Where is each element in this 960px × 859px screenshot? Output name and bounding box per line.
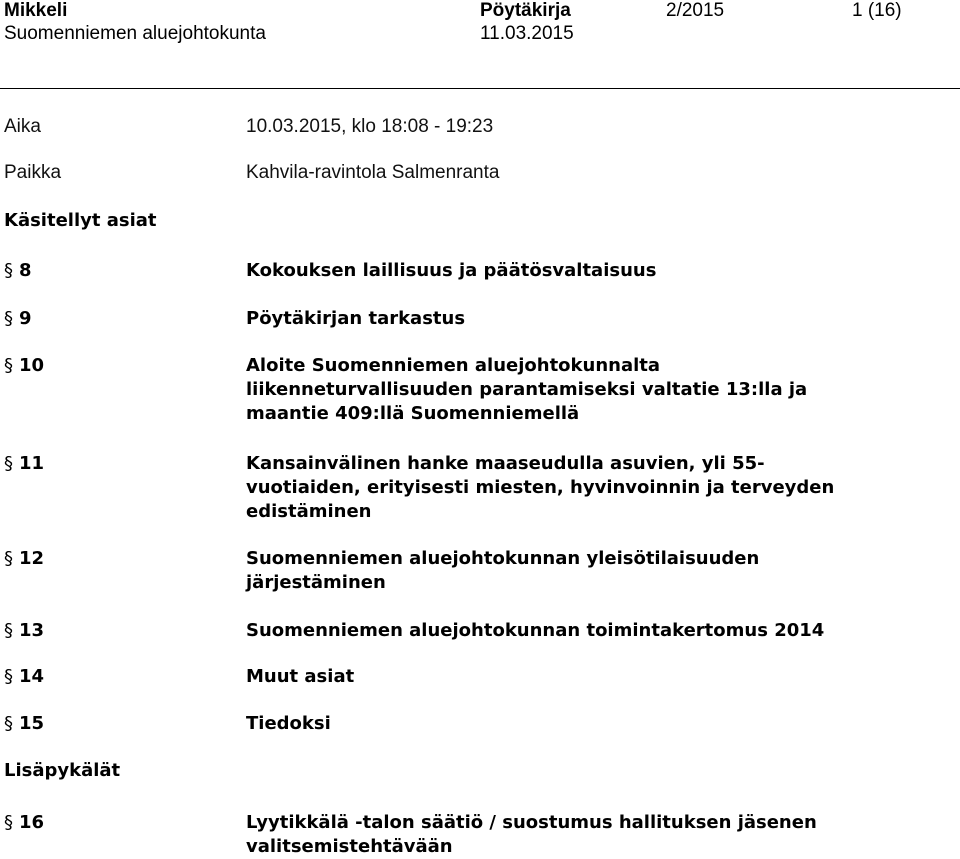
body-name: Suomenniemen aluejohtokunta [4, 23, 266, 44]
item-number: § 10 [4, 355, 45, 376]
item-title: Suomenniemen aluejohtokunnan toimintakertomus 2014 [246, 620, 825, 641]
item-number: § 9 [4, 308, 32, 329]
item-title: Kokouksen laillisuus ja päätösvaltaisuus [246, 260, 657, 281]
doc-type: Pöytäkirja [480, 0, 571, 21]
place-label: Paikka [4, 162, 62, 183]
handled-items-heading: Käsitellyt asiat [4, 210, 157, 231]
item-number: § 11 [4, 453, 45, 474]
item-number: § 14 [4, 666, 45, 687]
item-title: Kansainvälinen hanke maaseudulla asuvien, yli 55-vuotiaiden, erityisesti miesten, hyvinvoinnin ja terveyden edistäminen [246, 453, 835, 522]
time-value: 10.03.2015, klo 18:08 - 19:23 [246, 116, 494, 137]
doc-number: 2/2015 [666, 0, 725, 21]
header-divider [0, 88, 960, 89]
place-value: Kahvila-ravintola Salmenranta [246, 162, 500, 183]
item-number: § 15 [4, 713, 45, 734]
item-title: Tiedoksi [246, 713, 331, 734]
item-number: § 8 [4, 260, 32, 281]
item-title: Lyytikkälä -talon säätiö / suostumus hallituksen jäsenen valitsemistehtävään [246, 812, 817, 857]
item-number: § 16 [4, 812, 45, 833]
item-title: Muut asiat [246, 666, 355, 687]
item-title: Suomenniemen aluejohtokunnan yleisötilaisuuden järjestäminen [246, 548, 760, 593]
extra-items-heading: Lisäpykälät [4, 760, 121, 781]
page-number: 1 (16) [852, 0, 902, 21]
item-number: § 12 [4, 548, 45, 569]
municipality-name: Mikkeli [4, 0, 68, 21]
item-title: Aloite Suomenniemen aluejohtokunnalta liikenneturvallisuuden parantamiseksi valtatie 13:lla ja maantie 409:llä Suomenniemellä [246, 355, 808, 424]
item-number: § 13 [4, 620, 45, 641]
doc-date: 11.03.2015 [480, 23, 574, 44]
item-title: Pöytäkirjan tarkastus [246, 308, 466, 329]
time-label: Aika [4, 116, 41, 137]
